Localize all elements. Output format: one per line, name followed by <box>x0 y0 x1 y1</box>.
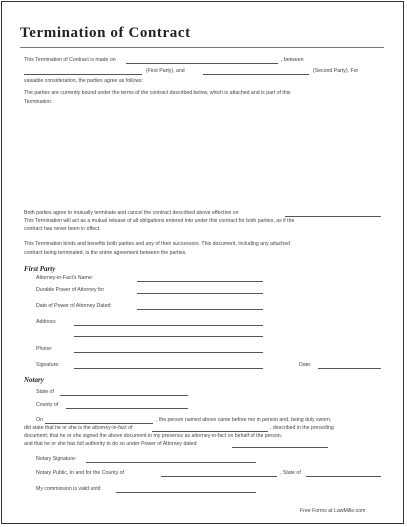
durable-poa-label: Durable Power of Attorney for <box>36 287 105 293</box>
bound-text-1: The parties are currently bound under the terms of the contract described below, which is attached and is part of this <box>24 90 291 96</box>
notary-state-field[interactable] <box>60 395 188 396</box>
agreement-line3: contract has never been in effect. <box>24 226 101 232</box>
state-of-label: State of <box>36 389 54 395</box>
address-field-2[interactable] <box>74 336 263 337</box>
durable-poa-field[interactable] <box>137 293 263 294</box>
commission-date-field[interactable] <box>116 492 256 493</box>
poa-dated-field[interactable] <box>232 447 328 448</box>
contract-date-field[interactable] <box>126 63 278 64</box>
date-label: Date: <box>299 362 312 368</box>
notary-public-label: Notary Public, In and for the County of <box>36 470 124 476</box>
notary-signature-label: Notary Signature: <box>36 456 77 462</box>
consideration-text: valuable consideration, the parties agree as follows: <box>24 78 144 84</box>
notary-county-field[interactable] <box>66 408 188 409</box>
notary-line4: and that he or she has full authority to do so under Power of Attorney dated <box>24 441 197 447</box>
signature-date-field[interactable] <box>318 368 381 369</box>
notary-public-county-field[interactable] <box>161 476 277 477</box>
attorney-name-label: Attorney-in-Fact's Name: <box>36 275 94 281</box>
notary-signature-field[interactable] <box>86 462 256 463</box>
intro-line1: This Termination of Contract is made on <box>24 57 116 63</box>
phone-field[interactable] <box>74 352 263 353</box>
title-rule <box>20 47 384 48</box>
poa-date-label: Date of Power of Attorney Dated: <box>36 303 112 309</box>
agreement-line5: contract being terminated, is the entire agreement between the parties. <box>24 250 187 256</box>
address-field-1[interactable] <box>74 325 263 326</box>
second-party-label: (Second Party). For <box>313 68 359 74</box>
document-title: Termination of Contract <box>20 25 191 41</box>
first-party-label: (First Party), and <box>146 68 185 74</box>
footer-text: Free Forms at LawMille.com <box>300 508 366 514</box>
notary-on: On <box>36 417 43 423</box>
intro-between: , between <box>281 57 304 63</box>
signature-field[interactable] <box>74 368 263 369</box>
phone-label: Phone: <box>36 346 53 352</box>
notary-line2b: , described in the preceding <box>270 425 334 431</box>
notary-line3: document; that he or she signed the above document in my presence as attorney-in-fact on behalf of the person, <box>24 433 283 439</box>
notary-public-state-field[interactable] <box>306 476 381 477</box>
notary-on-rest: , the person named above came before me in person and, being duly sworn, <box>156 417 332 423</box>
principal-name-field[interactable] <box>152 431 268 432</box>
address-label: Address: <box>36 319 57 325</box>
attorney-name-field[interactable] <box>137 281 263 282</box>
first-party-heading: First Party <box>24 265 56 273</box>
notary-state-of-end: , State of <box>280 470 301 476</box>
poa-date-field[interactable] <box>137 309 263 310</box>
agreement-line4: This Termination binds and benefits both parties and any of their successors. This document, including any attached <box>24 241 290 247</box>
county-of-label: County of <box>36 402 59 408</box>
signature-label: Signature: <box>36 362 60 368</box>
commission-label: My commission is valid until: <box>36 486 102 492</box>
effective-date-field[interactable] <box>285 216 381 217</box>
bound-text-2: Termination: <box>24 99 53 105</box>
second-party-name-field[interactable] <box>203 74 309 75</box>
notary-on-date-field[interactable] <box>45 423 153 424</box>
first-party-name-field[interactable] <box>24 74 142 75</box>
agreement-line1: Both parties agree to mutually terminate and cancel the contract described above effective on <box>24 210 239 216</box>
agreement-line2: This Termination will act as a mutual release of all obligations entered into under this contract for both parties, as if the <box>24 218 295 224</box>
notary-line2a: did state that he or she is the attorney-in-fact of <box>24 425 133 431</box>
notary-heading: Notary <box>24 376 44 384</box>
